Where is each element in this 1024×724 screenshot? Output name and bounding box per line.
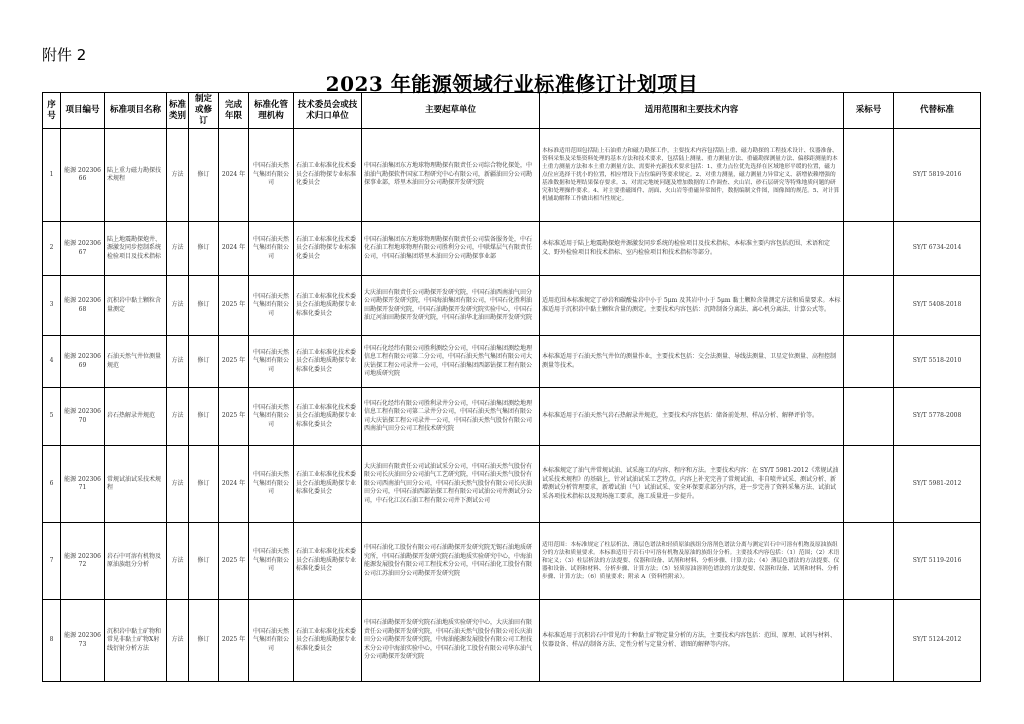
cell-org: 中国石油天然气集团有限公司	[249, 336, 294, 388]
cell-type: 修订	[189, 388, 219, 446]
header-type: 制定或修订	[189, 93, 219, 129]
table-row	[43, 129, 981, 222]
attachment-label: 附件 2	[42, 46, 87, 64]
cell-category: 方法	[167, 222, 189, 276]
cell-adopt	[844, 523, 894, 600]
standards-table	[42, 92, 981, 682]
cell-type: 修订	[189, 523, 219, 600]
table-row	[43, 523, 981, 600]
cell-org: 中国石油天然气集团有限公司	[249, 388, 294, 446]
cell-committee: 石油工业标准化技术委员会石油物探专业标准化委员会	[294, 222, 362, 276]
cell-name: 岩石中可溶有机物及原油族组分分析	[105, 523, 167, 600]
cell-category: 方法	[167, 600, 189, 682]
cell-scope: 本标准适用于石油天然气井位的测量作业，主要技术包括：交会法测量、导线法测量、卫星定位测量、高程控制测量等技术。	[540, 336, 844, 388]
cell-project-no: 能源 20230671	[61, 446, 105, 523]
cell-seq: 2	[43, 222, 61, 276]
cell-replace: SY/T 5981-2012	[894, 446, 981, 523]
cell-adopt	[844, 276, 894, 336]
cell-org: 中国石油天然气集团有限公司	[249, 222, 294, 276]
cell-seq: 7	[43, 523, 61, 600]
cell-year: 2025 年	[219, 523, 249, 600]
cell-year: 2024 年	[219, 446, 249, 523]
table-row	[43, 276, 981, 336]
cell-category: 方法	[167, 446, 189, 523]
cell-drafter: 中国石油化工股份有限公司石油勘探开发研究院无锡石油地质研究所，中国石油勘探开发研究院石油地质实验研究中心，中海油能源发展股份有限公司工程技术分公司，中国石油化工股份有限公司江苏油田分公司勘探开发研究院	[362, 523, 540, 600]
cell-year: 2025 年	[219, 600, 249, 682]
cell-seq: 8	[43, 600, 61, 682]
cell-replace: SY/T 5518-2010	[894, 336, 981, 388]
cell-committee: 石油工业标准化技术委员会石油地质勘探专业标准化委员会	[294, 276, 362, 336]
cell-scope: 本标准适用于沉积岩石中常见的十种黏土矿物定量分析的方法，主要技术内容包括：范围、原理、试剂与材料、仪器设备、样品的制备方法、定性分析与定量分析、谱图的解释等内容。	[540, 600, 844, 682]
cell-category: 方法	[167, 336, 189, 388]
header-category: 标准类别	[167, 93, 189, 129]
cell-drafter: 大庆油田有限责任公司试油试采分公司，中国石油天然气股份有限公司长庆油田分公司油气工艺研究院，中国石油天然气股份有限公司西南油气田分公司，中国石油天然气股份有限公司长庆油田分公司，中国石油西部钻探工程有限公司试油公司井测试分公司，中石化江汉石油工程有限公司井下测试公司	[362, 446, 540, 523]
cell-adopt	[844, 388, 894, 446]
header-replace: 代替标准	[894, 93, 981, 129]
cell-scope: 本标准规定了油气井常规试油、试采施工的内容、程序和方法。主要技术内容：在 SY/T 5981-2012《常规试油试采技术规程》的基础上，针对试油试采工艺特点，内容上补充完善了常规试油、非自喷井试采、测试分析、新增测试分析管理要求，新增试油（气）试油试采、安全环保要求部分内容，进一步完善了资料采集方法、试油试采各项技术指标以及现场施工要求，施工质量进一步提升。	[540, 446, 844, 523]
cell-project-no: 能源 20230666	[61, 129, 105, 222]
cell-category: 方法	[167, 388, 189, 446]
cell-seq: 5	[43, 388, 61, 446]
table-row	[43, 446, 981, 523]
cell-drafter: 中国石油集团东方地球物理勘探有限责任公司装备服务处，中石化石油工程地球物理有限公司胜利分公司，中联煤层气有限责任公司，中国石油集团塔里木油田分公司勘探事业部	[362, 222, 540, 276]
cell-replace: SY/T 5119-2016	[894, 523, 981, 600]
cell-drafter: 中国石化经纬有限公司胜利录井分公司，中国石油集团测绘地理信息工程有限公司第二录井分公司，中国石油天然气集团有限公司大庆钻探工程公司录井一公司，中国石油天然气股份有限公司西南油气田分公司工程技术研究院	[362, 388, 540, 446]
cell-replace: SY/T 5408-2018	[894, 276, 981, 336]
cell-category: 方法	[167, 276, 189, 336]
cell-scope: 本标准适用于陆上地震勘探炮井源激发同步系统的检验项目及技术指标，本标准主要内容包括范围、术语和定义、野外检验项目和技术指标、室内检验项目和技术指标等部分。	[540, 222, 844, 276]
cell-committee: 石油工业标准化技术委员会石油地质勘探专业标准化委员会	[294, 523, 362, 600]
header-name: 标准项目名称	[105, 93, 167, 129]
cell-type: 修订	[189, 336, 219, 388]
header-row	[43, 93, 981, 129]
cell-committee: 石油工业标准化技术委员会石油地质勘探专业标准化委员会	[294, 446, 362, 523]
cell-seq: 6	[43, 446, 61, 523]
cell-type: 修订	[189, 276, 219, 336]
header-org: 标准化管理机构	[249, 93, 294, 129]
cell-org: 中国石油天然气集团有限公司	[249, 276, 294, 336]
cell-drafter: 大庆油田有限责任公司勘探开发研究院，中国石油西南油气田分公司勘探开发研究院，中国海油集团有限公司，中国石化胜利油田勘探开发研究院，中国石油勘探开发研究院实验中心，中国石油辽河油田勘探开发研究院，中国石油华北油田勘探开发研究院	[362, 276, 540, 336]
cell-name: 岩石热解录井规范	[105, 388, 167, 446]
cell-type: 修订	[189, 222, 219, 276]
header-adopt: 采标号	[844, 93, 894, 129]
cell-year: 2025 年	[219, 276, 249, 336]
cell-category: 方法	[167, 129, 189, 222]
cell-year: 2024 年	[219, 222, 249, 276]
table-row	[43, 222, 981, 276]
header-year: 完成年限	[219, 93, 249, 129]
cell-seq: 3	[43, 276, 61, 336]
cell-project-no: 能源 20230670	[61, 388, 105, 446]
cell-year: 2024 年	[219, 129, 249, 222]
cell-scope: 适用范围本标准规定了砂岩和碳酸盐岩中小于 5μm 及其岩中小于 5μm 黏土颗粒含量测定方法和质量要求。本标准适用于沉积岩中黏土颗粒含量的测定。主要技术内容包括：沉降制备分离法、离心机分离法、计算公式等。	[540, 276, 844, 336]
page-title: 2023 年能源领域行业标准修订计划项目	[325, 72, 699, 96]
cell-scope: 本标准适用范围包括陆上石油重力和磁力勘探工作，主要技术内容包括陆上重、磁力勘探的工程技术设计、仪器准备、资料采集及采集资料处理的基本方法和技术要求，包括陆上测量、重力测量方法、重磁勘探测量方法、偏移距测量的本土重力测量方法和本土重力测量方法、需要补充新技术要求包括：1、重力点位优先选择在区域地形平缓的位置，磁力点位应选择干扰小的位置，相应增设下点位编码等要求规定。2、对重力测量，磁力测量力异常定义、新增依赖增强的基准数据和处理结果保存要求。3、对需完地统问题及增加数据的工作调查、火山岩、砂石层研究等特殊地质问题的研究和处理操作要求。4、对主要重磁图件、剖面、火山岩等重磁异常图件，数据编制文件图，图像图的规范。5、对计算机辅助解释工作做出相当性规定。	[540, 129, 844, 222]
cell-adopt	[844, 222, 894, 276]
cell-type: 修订	[189, 600, 219, 682]
cell-name: 石油天然气井位测量规范	[105, 336, 167, 388]
cell-replace: SY/T 6734-2014	[894, 222, 981, 276]
cell-committee: 石油工业标准化技术委员会石油地质勘探专业标准化委员会	[294, 388, 362, 446]
cell-adopt	[844, 336, 894, 388]
cell-replace: SY/T 5819-2016	[894, 129, 981, 222]
cell-committee: 石油工业标准化技术委员会石油物探专业标准化委员会	[294, 129, 362, 222]
cell-project-no: 能源 20230668	[61, 276, 105, 336]
cell-type: 修订	[189, 446, 219, 523]
cell-year: 2025 年	[219, 336, 249, 388]
cell-name: 沉积岩中黏土矿物和常见非黏土矿物X射线衍射分析方法	[105, 600, 167, 682]
cell-org: 中国石油天然气集团有限公司	[249, 446, 294, 523]
cell-scope: 适用范围：本标准规定了柱层析法、薄层色谱法和轻质原油族组分溶剂色谱法分离与测定岩石中可溶有机物及原油族组分的方法和质量要求。本标准适用于岩石中可溶有机物及原油的族组分分析。主要技术内容包括：（1）范围；（2）术语和定义；（3）柱层析法的方法提要、仪器和设备、试剂和材料、分析步骤、计算方法；（4）薄层色谱法的方法提要、仪器和设备、试剂和材料、分析步骤、计算方法；（5）轻质原油溶剂色谱法的方法提要、仪器和设备、试剂和材料、分析步骤、计算方法；（6）质量要求；附录 A（资料性附录）。	[540, 523, 844, 600]
cell-type: 修订	[189, 129, 219, 222]
table-row	[43, 600, 981, 682]
header-committee: 技术委员会或技术归口单位	[294, 93, 362, 129]
cell-project-no: 能源 20230673	[61, 600, 105, 682]
cell-replace: SY/T 5778-2008	[894, 388, 981, 446]
cell-committee: 石油工业标准化技术委员会石油地质勘探专业标准化委员会	[294, 336, 362, 388]
header-drafter: 主要起草单位	[362, 93, 540, 129]
cell-replace: SY/T 5124-2012	[894, 600, 981, 682]
cell-adopt	[844, 129, 894, 222]
cell-name: 常规试油试采技术规程	[105, 446, 167, 523]
cell-seq: 4	[43, 336, 61, 388]
cell-org: 中国石油天然气集团有限公司	[249, 600, 294, 682]
cell-year: 2025 年	[219, 388, 249, 446]
cell-project-no: 能源 20230672	[61, 523, 105, 600]
header-seq: 序号	[43, 93, 61, 129]
cell-scope: 本标准适用于石油天然气岩石热解录井规范，主要技术内容包括：储备前处理、样品分析、解释评价等。	[540, 388, 844, 446]
cell-org: 中国石油天然气集团有限公司	[249, 129, 294, 222]
cell-category: 方法	[167, 523, 189, 600]
header-scope: 适用范围和主要技术内容	[540, 93, 844, 129]
cell-adopt	[844, 600, 894, 682]
table-row	[43, 336, 981, 388]
table-row	[43, 388, 981, 446]
cell-name: 沉积岩中黏土颗粒含量测定	[105, 276, 167, 336]
cell-drafter: 中国石油集团东方地球物理勘探有限责任公司综合物化探处，中油油气勘探软件国家工程研究中心有限公司，新疆油田分公司勘探事业部，塔里木油田分公司勘探开发研究院	[362, 129, 540, 222]
cell-name: 陆上地震勘探炮井、源激发同步控制系统检验项目及技术指标	[105, 222, 167, 276]
cell-project-no: 能源 20230667	[61, 222, 105, 276]
cell-adopt	[844, 446, 894, 523]
cell-project-no: 能源 20230669	[61, 336, 105, 388]
cell-seq: 1	[43, 129, 61, 222]
cell-drafter: 中国石化经纬有限公司胜利测绘分公司，中国石油集团测绘地理信息工程有限公司第二分公司，中国石油天然气集团有限公司大庆钻探工程公司录井一公司，中国石油集团西部钻探工程有限公司地质研究院	[362, 336, 540, 388]
cell-name: 陆上重力磁力勘探技术规程	[105, 129, 167, 222]
cell-drafter: 中国石油勘探开发研究院石油地质实验研究中心，大庆油田有限责任公司勘探开发研究院，中国石油天然气股份有限公司长庆油田分公司勘探开发研究院，中海油能源发展股份有限公司工程技术分公司中海油实验中心，中国石油化工股份有限公司华东油气分公司勘探开发研究院	[362, 600, 540, 682]
header-project-no: 项目编号	[61, 93, 105, 129]
cell-committee: 石油工业标准化技术委员会石油地质勘探专业标准化委员会	[294, 600, 362, 682]
cell-org: 中国石油天然气集团有限公司	[249, 523, 294, 600]
